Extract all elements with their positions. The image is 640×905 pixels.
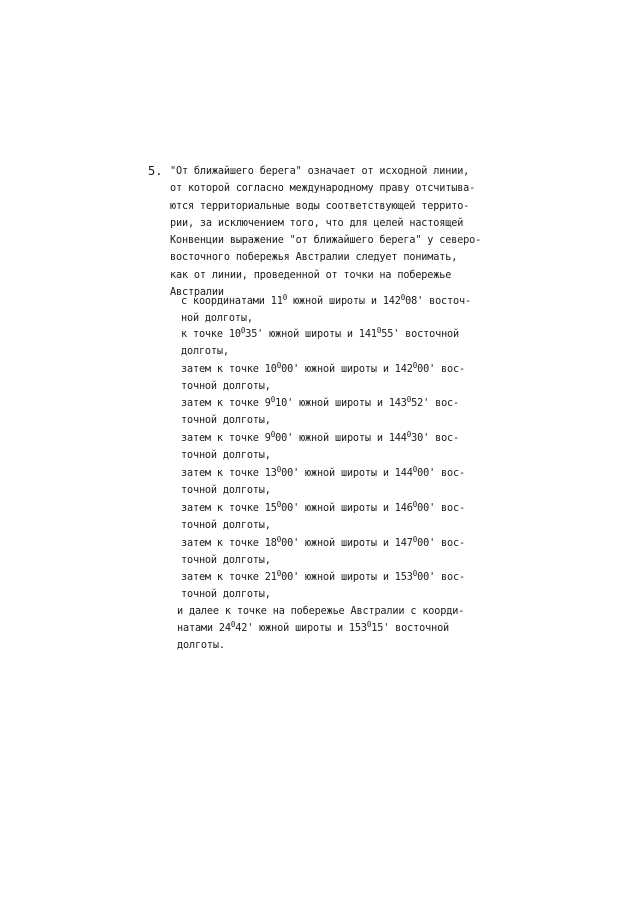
paragraph-line: рии, за исключением того, что для целей настоящей	[170, 217, 464, 229]
coordinate-line: затем к точке $18^000'$ южной широты и $147^000'$ вос-	[181, 535, 465, 549]
coordinate-line: точной долготы,	[181, 589, 271, 600]
coordinate-line: затем к точке $9^010'$ южной широты и $143^052'$ вос-	[181, 395, 460, 409]
paragraph-line: как от линии, проведенной от точки на побережье	[170, 269, 452, 281]
coordinate-line: точной долготы,	[181, 485, 271, 496]
final-coordinate-point	[177, 603, 497, 654]
coordinate-line: точной долготы,	[181, 450, 271, 461]
coordinate-line: затем к точке $10^000'$ южной широты и $142^000'$ вос-	[181, 361, 465, 375]
coordinate-line: затем к точке $13^000'$ южной широты и $144^000'$ вос-	[181, 465, 465, 479]
paragraph-line: от которой согласно международному праву отсчитыва-	[170, 183, 476, 195]
coordinate-line: долготы.	[177, 640, 225, 651]
coordinate-line: точной долготы,	[181, 381, 271, 392]
paragraph-number: 5.	[148, 164, 163, 178]
paragraph-line: Австралии	[170, 287, 224, 299]
coordinate-point	[181, 395, 501, 429]
coordinate-point	[181, 535, 501, 569]
paragraph-text	[170, 163, 500, 301]
coordinate-line: затем к точке $9^000'$ южной широты и $144^030'$ вос-	[181, 430, 460, 444]
coordinate-point	[181, 569, 501, 603]
coordinate-line: точной долготы,	[181, 520, 271, 531]
coordinate-line: точной долготы,	[181, 415, 271, 426]
coordinate-line: долготы,	[181, 346, 229, 357]
paragraph-line: Конвенции выражение "от ближайшего берега" у северо-	[170, 235, 482, 247]
coordinate-point	[181, 293, 501, 327]
coordinate-point	[181, 430, 501, 464]
coordinate-point	[181, 500, 501, 534]
coordinate-line: затем к точке $21^000'$ южной широты и $153^000'$ вос-	[181, 569, 465, 583]
coordinate-line: и далее к точке на побережье Австралии с коорди-	[177, 606, 465, 617]
coordinate-line: затем к точке $15^000'$ южной широты и $146^000'$ вос-	[181, 500, 465, 514]
paragraph-line: восточного побережья Австралии следует понимать,	[170, 252, 458, 264]
coordinate-point	[181, 326, 501, 360]
coordinate-point	[181, 361, 501, 395]
coordinate-line: к точке $10^035'$ южной широты и $141^055'$ восточной	[181, 326, 460, 340]
paragraph-line: ются территориальные воды соответствующей террито-	[170, 200, 470, 212]
coordinate-line: ной долготы,	[181, 313, 253, 324]
coordinate-line: с координатами $11^0$ южной широты и $142^008'$ восточ-	[181, 293, 471, 307]
coordinate-line: натами $24^042'$ южной широты и $153^015'$ восточной	[177, 620, 450, 634]
paragraph-line: "От ближайшего берега" означает от исходной линии,	[170, 166, 470, 177]
coordinate-line: точной долготы,	[181, 555, 271, 566]
coordinate-point	[181, 465, 501, 499]
